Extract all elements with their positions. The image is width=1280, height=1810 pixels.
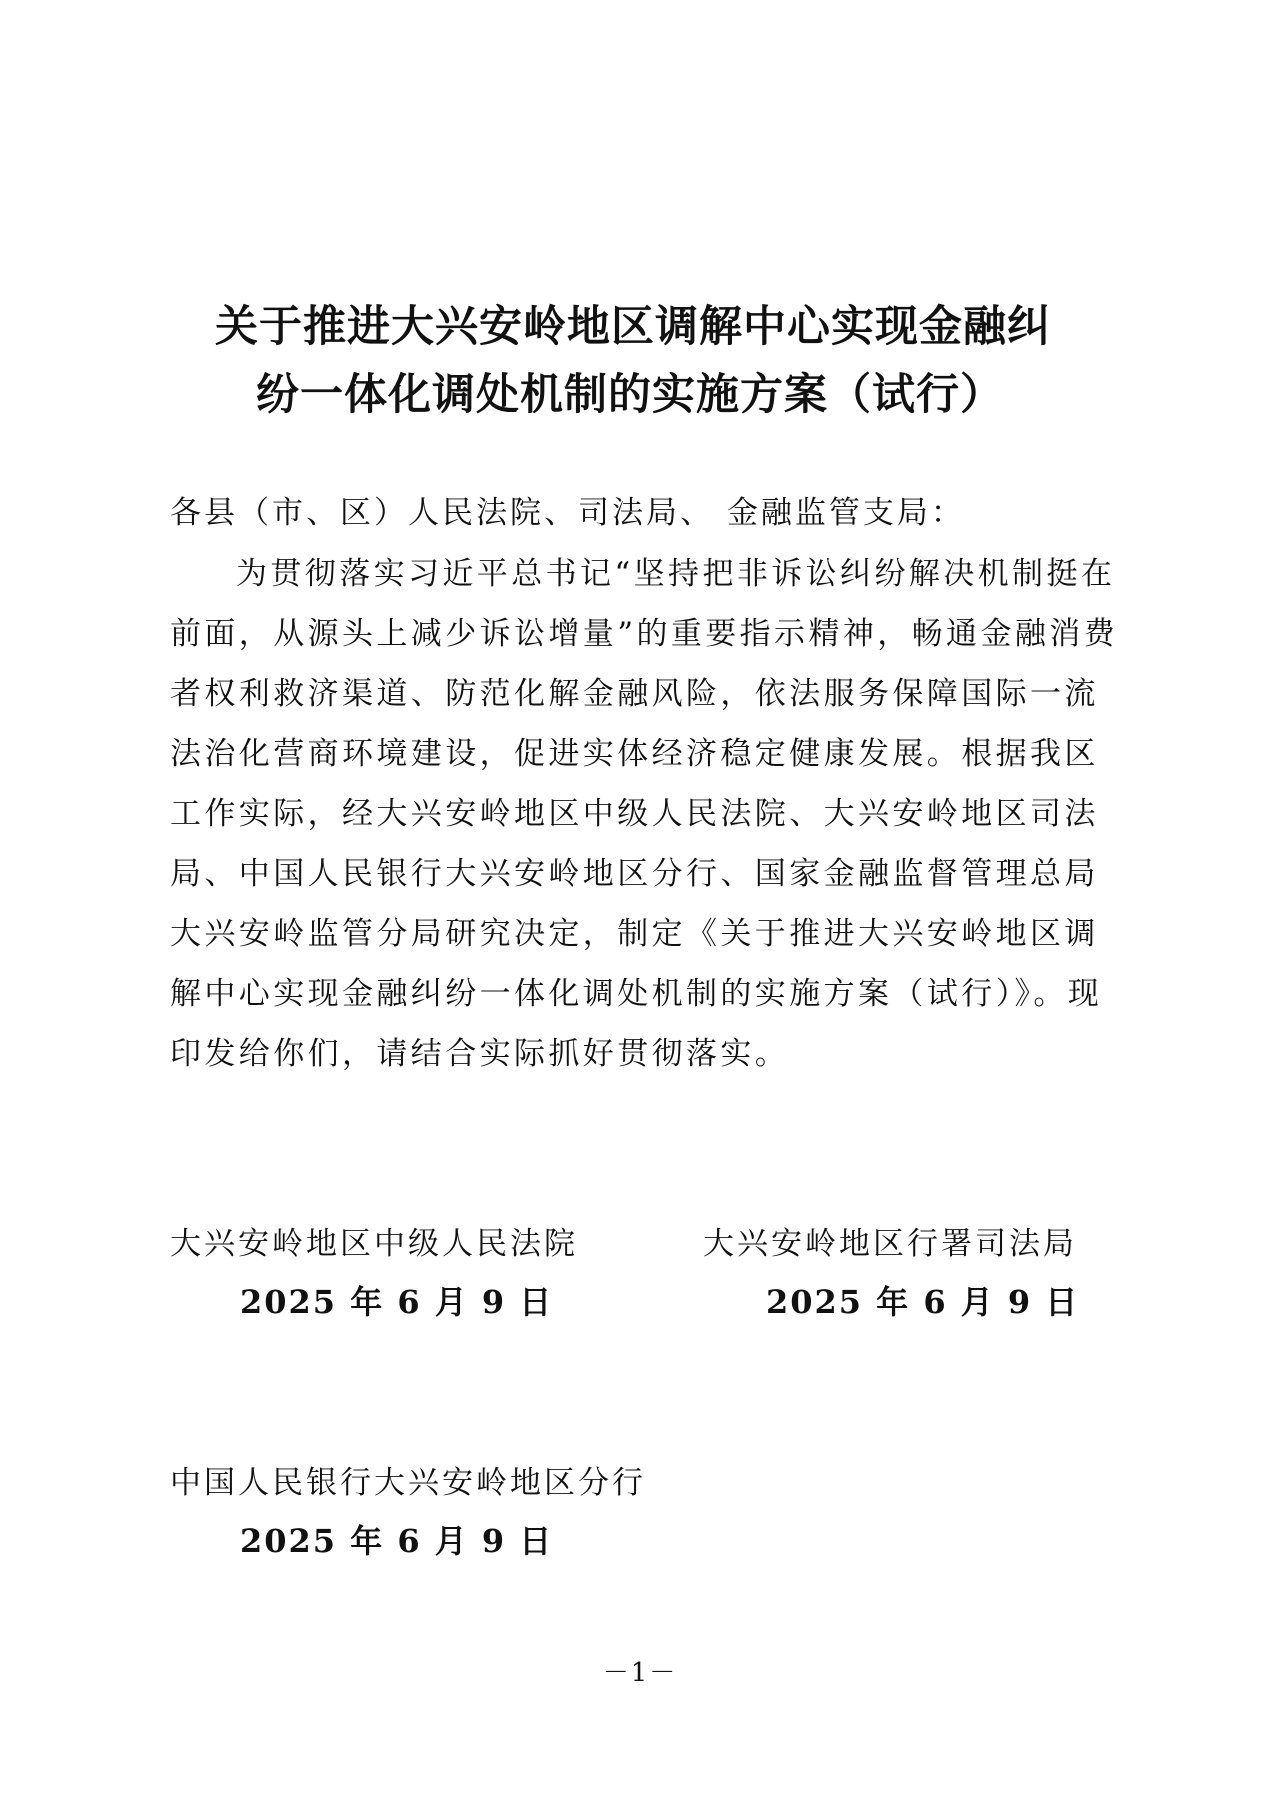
salutation: 各县（市、区）人民法院、司法局、 金融监管支局： <box>170 495 965 531</box>
signature-org-justice-bureau: 大兴安岭地区行署司法局 <box>703 1226 1077 1262</box>
body-line: 大兴安岭监管分局研究决定，制定《关于推进大兴安岭地区调 <box>170 916 1099 952</box>
signature-date-justice-bureau: 2025 年 6 月 9 日 <box>766 1283 1080 1321</box>
document-title-line-1: 关于推进大兴安岭地区调解中心实现金融纠 <box>215 302 1051 352</box>
body-line: 印发给你们，请结合实际抓好贯彻落实。 <box>170 1036 790 1072</box>
body-line: 局、中国人民银行大兴安岭地区分行、国家金融监督管理总局 <box>170 856 1099 892</box>
signature-date-central-bank: 2025 年 6 月 9 日 <box>240 1522 554 1560</box>
body-line: 工作实际，经大兴安岭地区中级人民法院、大兴安岭地区司法 <box>170 796 1099 832</box>
signature-date-court: 2025 年 6 月 9 日 <box>240 1283 554 1321</box>
page-number: －1－ <box>602 1658 678 1688</box>
signature-org-court: 大兴安岭地区中级人民法院 <box>170 1226 578 1262</box>
body-line: 前面，从源头上减少诉讼增量”的重要指示精神，畅通金融消费 <box>170 616 1119 652</box>
body-line: 法治化营商环境建设，促进实体经济稳定健康发展。根据我区 <box>170 736 1099 772</box>
signature-org-central-bank: 中国人民银行大兴安岭地区分行 <box>170 1465 646 1501</box>
body-line: 解中心实现金融纠纷一体化调处机制的实施方案（试行）》。现 <box>170 976 1103 1012</box>
body-line: 者权利救济渠道、防范化解金融风险，依法服务保障国际一流 <box>170 676 1099 712</box>
document-title-line-2: 纷一体化调处机制的实施方案（试行） <box>256 370 1004 420</box>
body-line: 为贯彻落实习近平总书记“坚持把非诉讼纠纷解决机制挺在 <box>236 556 1116 592</box>
